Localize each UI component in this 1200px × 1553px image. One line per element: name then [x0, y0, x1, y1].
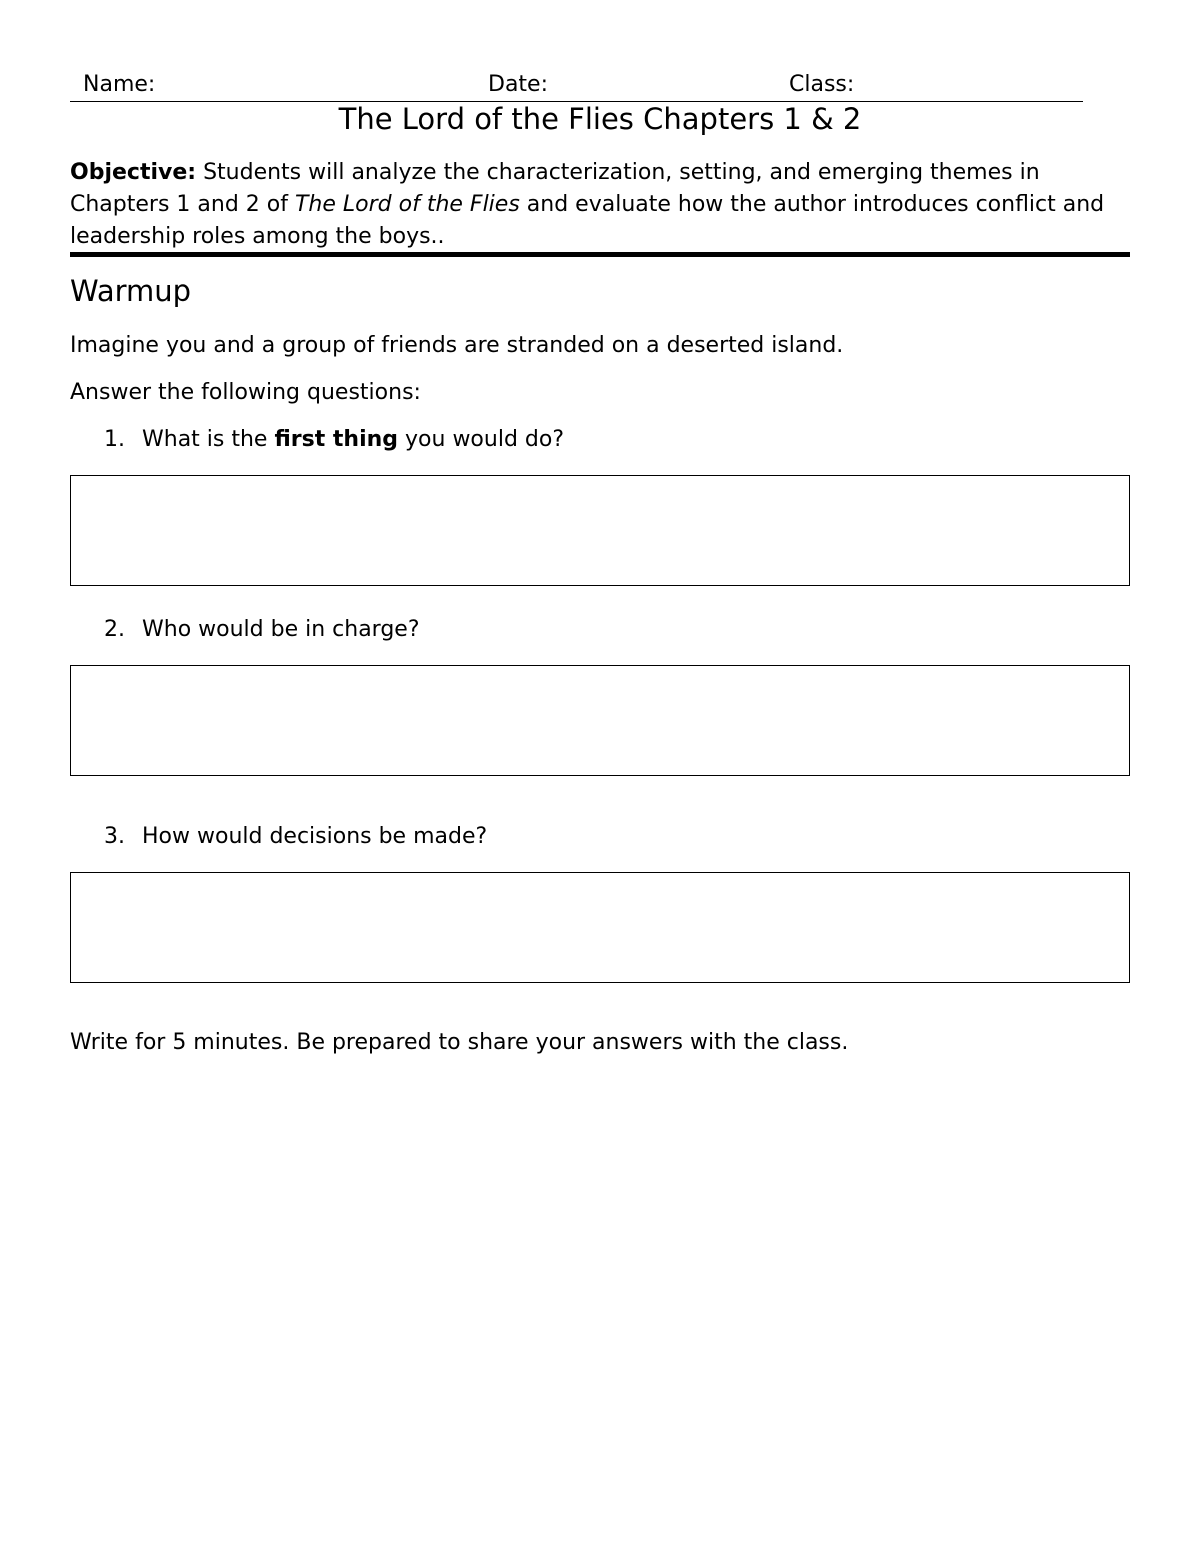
question-text: Who would be in charge? — [142, 617, 420, 642]
question-3 — [104, 824, 487, 849]
objective-text-part1: Students will analyze the characterization, setting, and emerging themes in Chapters 1 and 2 of — [70, 160, 1040, 217]
answer-box-2[interactable] — [70, 665, 1130, 776]
closing-instruction: Write for 5 minutes. Be prepared to share your answers with the class. — [70, 1030, 849, 1055]
section-divider — [70, 252, 1130, 257]
name-label: Name: — [83, 72, 156, 97]
warmup-heading: Warmup — [70, 274, 192, 308]
question-1 — [104, 427, 564, 452]
answer-box-1[interactable] — [70, 475, 1130, 586]
answer-box-3[interactable] — [70, 872, 1130, 983]
class-label: Class: — [789, 72, 855, 97]
question-text-bold: first thing — [274, 427, 399, 452]
objective-text-part2: and evaluate how the author introduces conflict and leadership roles among the boys.. — [70, 192, 1105, 249]
question-2 — [104, 617, 420, 642]
objective-paragraph — [70, 157, 1140, 253]
question-text: How would decisions be made? — [142, 824, 488, 849]
question-number: 1. — [104, 427, 125, 452]
warmup-instruction: Answer the following questions: — [70, 380, 421, 405]
objective-label: Objective: — [70, 160, 197, 185]
worksheet-title: The Lord of the Flies Chapters 1 & 2 — [338, 102, 862, 136]
book-title: The Lord of the Flies — [294, 192, 520, 217]
question-number: 2. — [104, 617, 125, 642]
warmup-intro: Imagine you and a group of friends are stranded on a deserted island. — [70, 333, 844, 358]
question-number: 3. — [104, 824, 125, 849]
date-label: Date: — [488, 72, 548, 97]
question-text-after: you would do? — [398, 427, 565, 452]
student-info-line — [70, 70, 1083, 102]
question-text-before: What is the — [142, 427, 275, 452]
